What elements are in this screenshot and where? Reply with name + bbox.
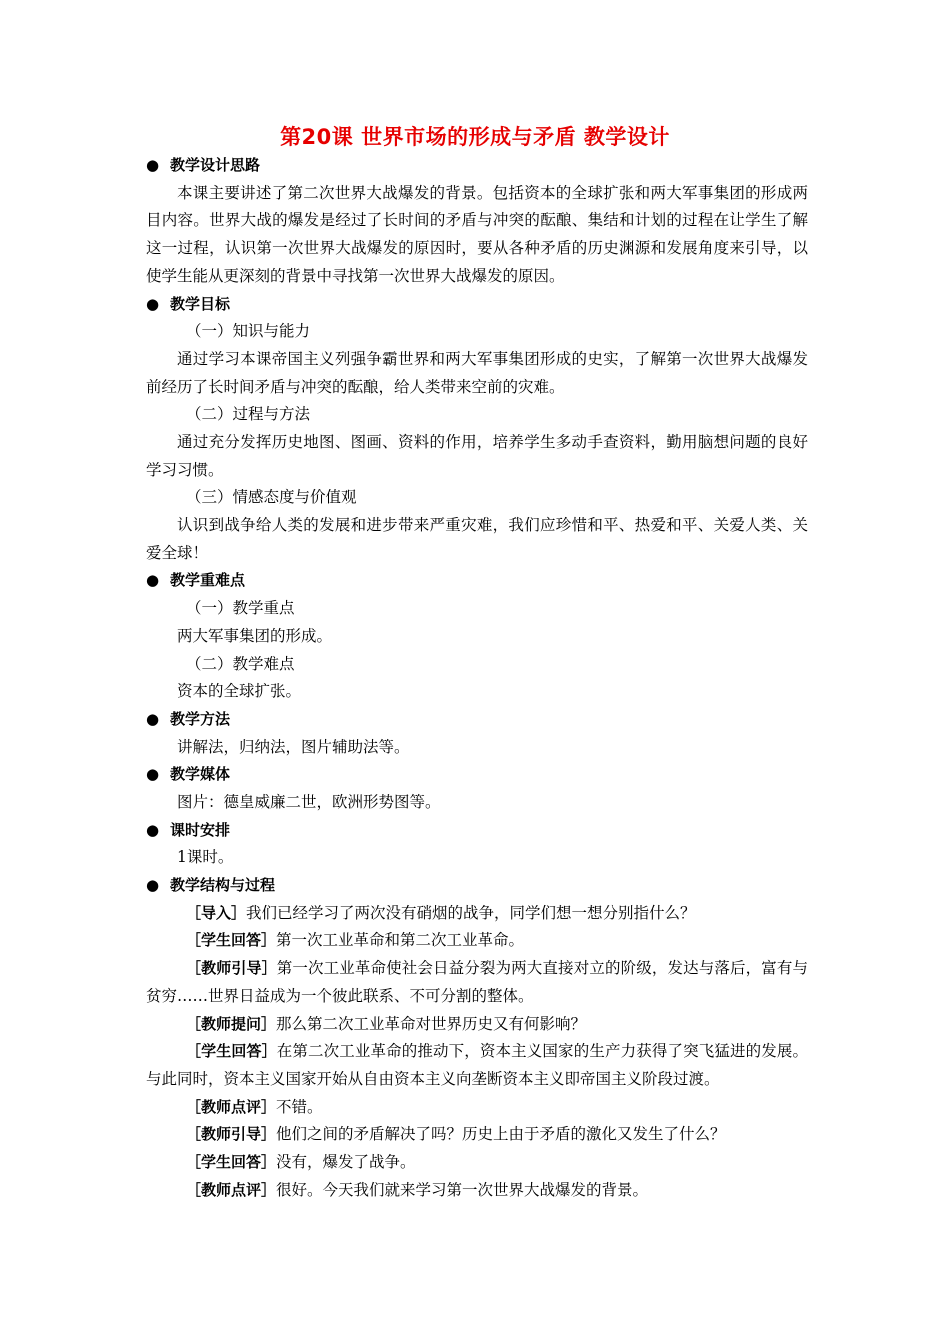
dialogue-tag: ［教师提问］ (186, 1014, 277, 1033)
dialogue-line: ［教师提问］那么第二次工业革命对世界历史又有何影响？ (186, 1014, 587, 1033)
bullet-icon: ● (146, 876, 160, 895)
bullet-icon: ● (146, 571, 160, 590)
goals-paragraph-2: 通过充分发挥历史地图、图画、资料的作用，培养学生多动手查资料，勤用脑想问题的良好学习习惯。 (146, 432, 808, 479)
dialogue-tag: ［教师点评］ (186, 1180, 277, 1199)
dialogue-line: ［学生回答］第一次工业革命和第二次工业革命。 (186, 931, 525, 950)
section-heading-media: ● 教学媒体 (146, 761, 808, 789)
bullet-icon: ● (146, 294, 160, 313)
subheading-values: （三）情感态度与价值观 (186, 488, 357, 507)
schedule-text: 1课时。 (177, 848, 234, 867)
dialogue-line: ［导入］我们已经学习了两次没有硝烟的战争，同学们想一想分别指什么？ (186, 903, 696, 922)
subheading-process: （二）过程与方法 (186, 405, 311, 424)
section-heading-goals: ● 教学目标 (146, 291, 808, 319)
section-heading-process: ● 教学结构与过程 (146, 872, 808, 900)
keypoint-text: 两大军事集团的形成。 (177, 626, 333, 645)
document-body (146, 152, 808, 1204)
subheading-key: （一）教学重点 (186, 599, 295, 618)
dialogue-tag: ［学生回答］ (186, 1153, 277, 1172)
goals-paragraph-3: 认识到战争给人类的发展和进步带来严重灾难，我们应珍惜和平、热爱和平、关爱人类、关爱全球！ (146, 516, 808, 562)
bullet-icon: ● (146, 765, 160, 784)
dialogue-line: ［教师点评］不错。 (186, 1097, 323, 1116)
bullet-icon: ● (146, 156, 160, 174)
difficulty-text: 资本的全球扩张。 (177, 682, 302, 701)
dialogue-tag: ［教师点评］ (186, 1097, 277, 1116)
bullet-icon: ● (146, 820, 160, 839)
dialogue-line: ［学生回答］没有，爆发了战争。 (186, 1153, 416, 1172)
dialogue-line: ［教师点评］很好。今天我们就来学习第一次世界大战爆发的背景。 (186, 1180, 649, 1199)
dialogue-tag: ［教师引导］ (186, 959, 277, 978)
document-title: 第20课 世界市场的形成与矛盾 教学设计 (280, 125, 670, 149)
subheading-knowledge: （一）知识与能力 (186, 322, 311, 341)
design-paragraph: 本课主要讲述了第二次世界大战爆发的背景。包括资本的全球扩张和两大军事集团的形成两目内容。世界大战的爆发是经过了长时间的矛盾与冲突的酝酿、集结和计划的过程在让学生了解这一过程，认识第一次世界大战爆发的原因时，要从各种矛盾的历史渊源和发展角度来引导，以使学生能从更深刻的背景中寻找第一次世界大战爆发的原因。 (146, 183, 808, 285)
section-heading-design: ● 教学设计思路 (146, 152, 808, 180)
method-text: 讲解法，归纳法，图片辅助法等。 (177, 737, 410, 756)
bullet-icon: ● (146, 709, 160, 728)
dialogue-tag: ［学生回答］ (186, 931, 277, 950)
media-text: 图片：德皇威廉二世，欧洲形势图等。 (177, 792, 441, 811)
section-heading-schedule: ● 课时安排 (146, 817, 808, 845)
dialogue-line: ［教师引导］第一次工业革命使社会日益分裂为两大直接对立的阶级，发达与落后，富有与贫穷……世界日益成为一个彼此联系、不可分割的整体。 (146, 959, 808, 1005)
dialogue-tag: ［导入］ (186, 903, 247, 922)
goals-paragraph-1: 通过学习本课帝国主义列强争霸世界和两大军事集团形成的史实，了解第一次世界大战爆发前经历了长时间矛盾与冲突的酝酿，给人类带来空前的灾难。 (146, 349, 808, 396)
section-heading-keypoints: ● 教学重难点 (146, 567, 808, 595)
dialogue-tag: ［教师引导］ (186, 1125, 277, 1144)
dialogue-line: ［学生回答］在第二次工业革命的推动下，资本主义国家的生产力获得了突飞猛进的发展。与此同时，资本主义国家开始从自由资本主义向垄断资本主义即帝国主义阶段过渡。 (146, 1042, 808, 1088)
subheading-difficulty: （二）教学难点 (186, 654, 295, 673)
section-heading-method: ● 教学方法 (146, 706, 808, 734)
dialogue-tag: ［学生回答］ (186, 1042, 277, 1061)
dialogue-line: ［教师引导］他们之间的矛盾解决了吗？历史上由于矛盾的激化又发生了什么？ (186, 1125, 726, 1144)
